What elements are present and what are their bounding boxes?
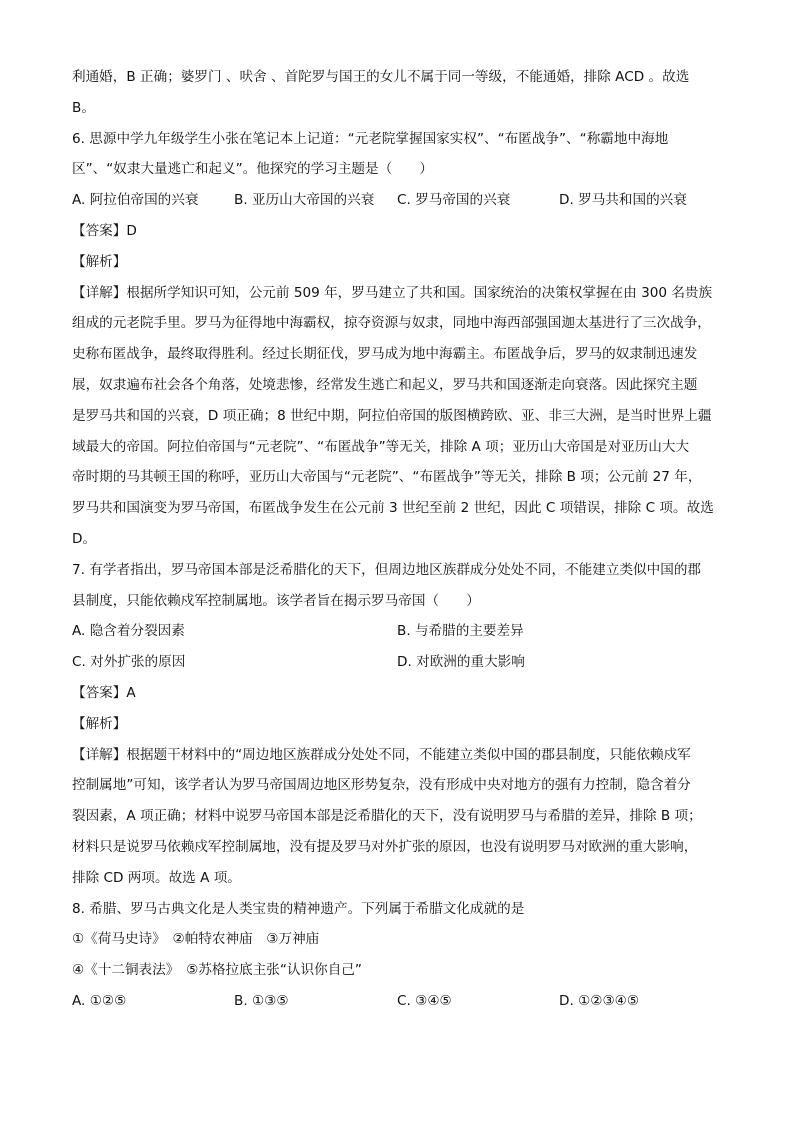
- detail-line: 控制属地”可知，该学者认为罗马帝国周边地区形势复杂，没有形成中央对地方的强有力控制，隐含着分: [72, 777, 691, 794]
- option-a: A. 阿拉伯帝国的兴衰: [72, 192, 199, 209]
- option-a: A. 隐含着分裂因素: [72, 623, 185, 640]
- text-line: B。: [72, 99, 95, 116]
- question-7-stem: 县制度，只能依赖戍军控制属地。该学者旨在揭示罗马帝国（ ）: [72, 592, 480, 609]
- question-8-items: ①《荷马史诗》 ②帕特农神庙 ③万神庙: [72, 931, 320, 948]
- option-b: B. 亚历山大帝国的兴衰: [234, 192, 375, 209]
- detail-line: 史称布匿战争，最终取得胜利。经过长期征伐，罗马成为地中海霸主。布匿战争后，罗马的奴隶制迅速发: [72, 346, 698, 363]
- detail-line: 【详解】根据所学知识可知，公元前 509 年，罗马建立了共和国。国家统治的决策权掌握在由 300 名贵族: [72, 284, 713, 301]
- option-d: D. 罗马共和国的兴衰: [559, 192, 687, 209]
- detail-line: 罗马共和国演变为罗马帝国，布匿战争发生在公元前 3 世纪至前 2 世纪，因此 C 项错误，排除 C 项。故选: [72, 500, 714, 517]
- question-8-stem: 8. 希腊、罗马古典文化是人类宝贵的精神遗产。下列属于希腊文化成就的是: [72, 900, 525, 917]
- detail-line: 裂因素，A 项正确；材料中说罗马帝国本部是泛希腊化的天下，没有说明罗马与希腊的差异，排除 B 项；: [72, 808, 702, 825]
- answer-label: 【答案】D: [72, 222, 137, 239]
- question-8-items: ④《十二铜表法》 ⑤苏格拉底主张“认识你自己”: [72, 962, 362, 979]
- question-7-options-row2: [72, 647, 724, 678]
- detail-line: 材料只是说罗马依赖戍军控制属地，没有提及罗马对外扩张的原因，也没有说明罗马对欧洲的重大影响，: [72, 838, 698, 855]
- option-a: A. ①②⑤: [72, 992, 127, 1009]
- question-7-stem: 7. 有学者指出，罗马帝国本部是泛希腊化的天下，但周边地区族群成分处处不同，不能建立类似中国的郡: [72, 561, 702, 578]
- option-d: D. ①②③④⑤: [559, 992, 640, 1009]
- question-8-options: [72, 986, 724, 1017]
- detail-line: 组成的元老院手里。罗马为征得地中海霸权，掠夺资源与奴隶，同地中海西部强国迦太基进行了三次战争，: [72, 315, 711, 332]
- question-6-options: [72, 185, 724, 216]
- question-6-stem: 6. 思源中学九年级学生小张在笔记本上记道：“元老院掌握国家实权”、“布匿战争”、“称霸地中海地: [72, 130, 669, 147]
- detail-line: 是罗马共和国的兴衰，D 项正确；8 世纪中期，阿拉伯帝国的版图横跨欧、亚、非三大洲，是当时世界上疆: [72, 407, 712, 424]
- analysis-label: 【解析】: [72, 253, 127, 270]
- question-6-stem: 区”、“奴隶大量逃亡和起义”。他探究的学习主题是（ ）: [72, 161, 433, 178]
- detail-line: 展，奴隶遍布社会各个角落，处境悲惨，经常发生逃亡和起义，罗马共和国逐渐走向衰落。因此探究主题: [72, 376, 698, 393]
- detail-line: 域最大的帝国。阿拉伯帝国与“元老院”、“布匿战争”等无关，排除 A 项；亚历山大帝国是对亚历山大大: [72, 438, 690, 455]
- option-b: B. ①③⑤: [234, 992, 289, 1009]
- detail-line: 帝时期的马其顿王国的称呼，亚历山大帝国与“元老院”、“布匿战争”等无关，排除 B 项；公元前 27 年，: [72, 469, 702, 486]
- option-c: C. ③④⑤: [397, 992, 452, 1009]
- option-c: C. 罗马帝国的兴衰: [397, 192, 511, 209]
- detail-line: 【详解】根据题干材料中的“周边地区族群成分处处不同，不能建立类似中国的郡县制度，只能依赖戍军: [72, 746, 691, 763]
- option-d: D. 对欧洲的重大影响: [397, 654, 525, 671]
- option-c: C. 对外扩张的原因: [72, 654, 186, 671]
- text-line: 利通婚，B 正确；婆罗门 、吠舍 、首陀罗与国王的女儿不属于同一等级，不能通婚，排除 ACD 。故选: [72, 69, 690, 85]
- answer-label: 【答案】A: [72, 684, 136, 701]
- detail-line: 排除 CD 两项。故选 A 项。: [72, 869, 241, 886]
- question-7-options-row1: [72, 616, 724, 647]
- detail-line: D。: [72, 530, 97, 547]
- analysis-label: 【解析】: [72, 715, 127, 732]
- option-b: B. 与希腊的主要差异: [397, 623, 524, 640]
- document-page: [72, 62, 724, 1017]
